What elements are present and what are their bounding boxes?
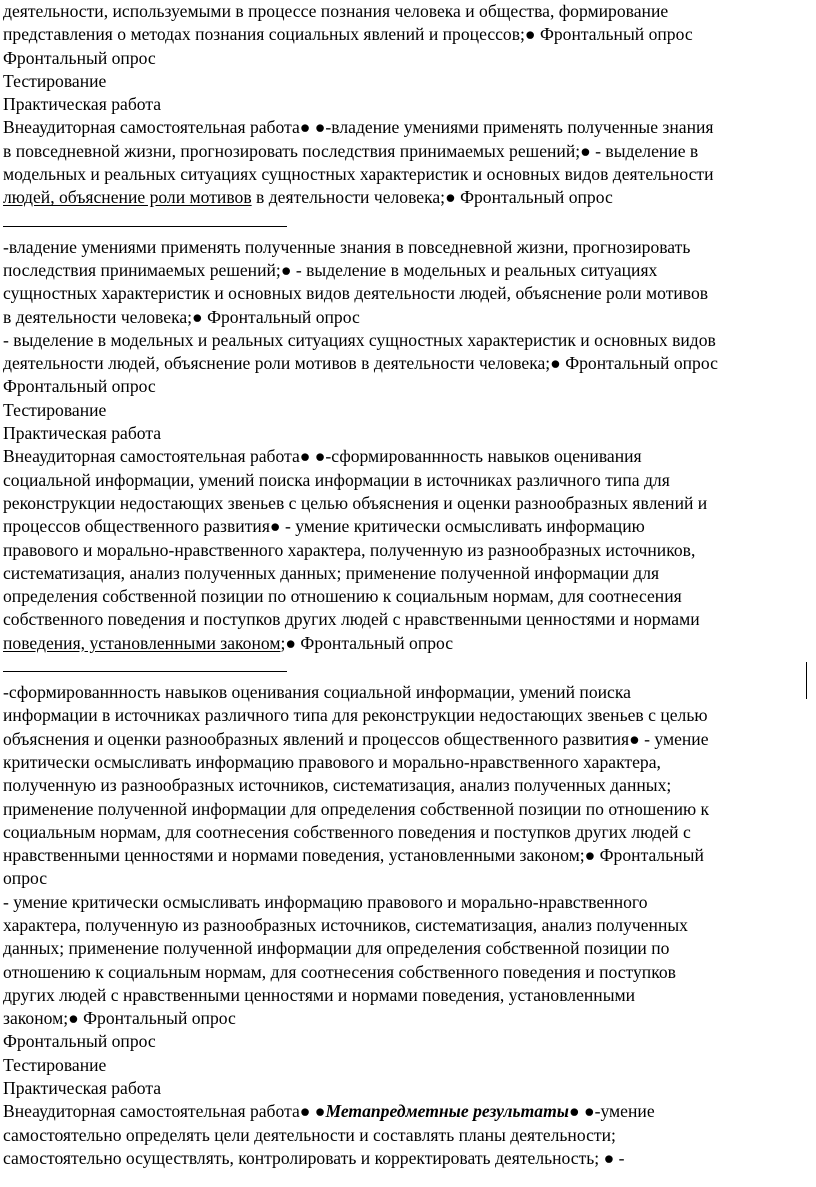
margin-bar xyxy=(806,662,807,699)
text-line: сущностных характеристик и основных видов деятельности людей, объяснение роли мотивов xyxy=(3,283,709,304)
text-line: других людей с нравственными ценностями и нормами поведения, установленными xyxy=(3,984,636,1005)
text-line: процессов общественного развития● - умение критически осмысливать информацию xyxy=(3,516,645,537)
text-line: представления о методах познания социальных явлений и процессов;● Фронтальный опрос xyxy=(3,24,693,45)
text-line: - выделение в модельных и реальных ситуациях сущностных характеристик и основных видов xyxy=(3,329,716,350)
text-line: модельных и реальных ситуациях сущностных характеристик и основных видов деятельности xyxy=(3,164,714,185)
text-block-2 xyxy=(3,236,810,655)
text-line: в повседневной жизни, прогнозировать последствия принимаемых решений;● - выделение в xyxy=(3,140,699,161)
text-line: -владение умениями применять полученные знания в повседневной жизни, прогнозировать xyxy=(3,236,691,257)
footnote-separator xyxy=(3,671,287,672)
text-line: объяснения и оценки разнообразных явлений и процессов общественного развития● - умение xyxy=(3,728,709,749)
text-line: социальным нормам, для соотнесения собственного поведения и поступков других людей с xyxy=(3,821,691,842)
text-line: полученную из разнообразных источников, систематизация, анализ полученных данных; xyxy=(3,775,672,796)
text-line: самостоятельно определять цели деятельности и составлять планы деятельности; xyxy=(3,1124,616,1145)
text-block-3 xyxy=(3,681,810,1170)
text-line: социальной информации, умений поиска информации в источниках различного типа для xyxy=(3,469,670,490)
text-line: реконструкции недостающих звеньев с целью объяснения и оценки разнообразных явлений и xyxy=(3,492,708,513)
text-line: - умение критически осмысливать информацию правового и морально-нравственного xyxy=(3,891,648,912)
section-heading-metasubject: Метапредметные результаты xyxy=(325,1101,569,1122)
text-line: Фронтальный опрос xyxy=(3,47,156,68)
text-run: ;● Фронтальный опрос xyxy=(280,632,454,653)
text-line: -сформированнность навыков оценивания социальной информации, умений поиска xyxy=(3,682,631,703)
text-line: информации в источниках различного типа для реконструкции недостающих звеньев с целью xyxy=(3,705,708,726)
text-line: определения собственной позиции по отношению к социальным нормам, для соотнесения xyxy=(3,586,682,607)
text-block-1 xyxy=(3,0,810,210)
text-line: деятельности, используемыми в процессе познания человека и общества, формирование xyxy=(3,1,669,21)
text-line: критически осмысливать информацию правового и морально-нравственного характера, xyxy=(3,751,661,772)
text-line: в деятельности человека;● Фронтальный опрос xyxy=(3,306,360,327)
text-line: законом;● Фронтальный опрос xyxy=(3,1008,236,1029)
text-run: Внеаудиторная самостоятельная работа● ● xyxy=(3,1101,326,1122)
text-line: Практическая работа xyxy=(3,1078,162,1099)
text-line: Тестирование xyxy=(3,1054,107,1075)
footnote-separator xyxy=(3,226,287,227)
text-run: ● ●-умение xyxy=(568,1101,655,1122)
text-line: характера, полученную из разнообразных источников, систематизация, анализ полученных xyxy=(3,914,688,935)
text-line: применение полученной информации для определения собственной позиции по отношению к xyxy=(3,798,710,819)
text-line: нравственными ценностями и нормами поведения, установленными законом;● Фронтальный xyxy=(3,845,704,866)
text-line: Практическая работа xyxy=(3,423,162,444)
underlined-text: людей, объяснение роли мотивов xyxy=(3,187,252,208)
text-line: Фронтальный опрос xyxy=(3,376,156,397)
text-line: правового и морально-нравственного характера, полученную из разнообразных источников, xyxy=(3,539,696,560)
text-line: отношению к социальным нормам, для соотнесения собственного поведения и поступков xyxy=(3,961,676,982)
text-line: Тестирование xyxy=(3,399,107,420)
text-line-underlined xyxy=(3,186,810,209)
text-line: данных; применение полученной информации для определения собственной позиции по xyxy=(3,938,670,959)
text-line: деятельности людей, объяснение роли мотивов в деятельности человека;● Фронтальный опрос xyxy=(3,353,718,374)
text-line: Внеаудиторная самостоятельная работа● ●-сформированнность навыков оценивания xyxy=(3,446,642,467)
text-line: самостоятельно осуществлять, контролировать и корректировать деятельность; ● - xyxy=(3,1147,625,1168)
text-line: Практическая работа xyxy=(3,94,162,115)
text-run: в деятельности человека;● Фронтальный опрос xyxy=(251,187,613,208)
text-line-underlined xyxy=(3,632,810,655)
text-line: Тестирование xyxy=(3,70,107,91)
text-line-emphasis xyxy=(3,1100,810,1123)
text-line: Фронтальный опрос xyxy=(3,1031,156,1052)
text-line: собственного поведения и поступков других людей с нравственными ценностями и нормами xyxy=(3,609,700,630)
text-line: последствия принимаемых решений;● - выделение в модельных и реальных ситуациях xyxy=(3,259,658,280)
underlined-text: поведения, установленными законом xyxy=(3,632,281,653)
text-line: опрос xyxy=(3,868,48,889)
text-line: Внеаудиторная самостоятельная работа● ●-владение умениями применять полученные знания xyxy=(3,117,714,138)
text-line: систематизация, анализ полученных данных; применение полученной информации для xyxy=(3,562,660,583)
